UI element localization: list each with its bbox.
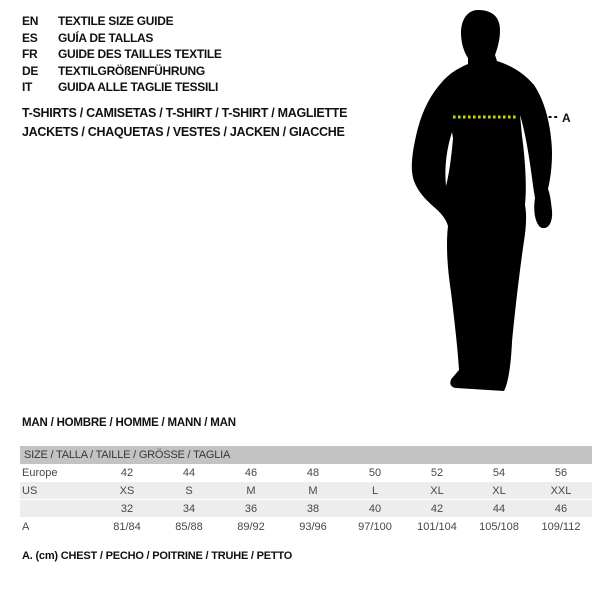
size-cell: XXL [550, 484, 572, 497]
row-label: US [22, 484, 38, 497]
size-cell: 97/100 [358, 521, 392, 533]
table-row [20, 518, 592, 536]
size-cell: 93/96 [299, 521, 327, 533]
size-cell: 44 [492, 502, 506, 515]
category-line: JACKETS / CHAQUETAS / VESTES / JACKEN / GIACCHE [22, 125, 345, 139]
size-cell: S [185, 484, 193, 497]
section-heading: MAN / HOMBRE / HOMME / MANN / MAN [22, 417, 236, 429]
size-cell: 54 [492, 467, 506, 479]
size-table-body [20, 464, 592, 536]
size-cell: M [308, 484, 318, 497]
size-table [20, 446, 592, 536]
size-cell: 40 [368, 502, 382, 515]
table-row [20, 482, 592, 500]
size-cell: 44 [182, 467, 196, 479]
size-cell: 36 [244, 502, 258, 515]
measurement-footnote: A. (cm) CHEST / PECHO / POITRINE / TRUHE / PETTO [22, 550, 293, 562]
size-cell: 42 [120, 467, 134, 479]
row-label: Europe [22, 467, 58, 479]
size-cell: 89/92 [237, 521, 265, 533]
language-code: IT [22, 80, 33, 95]
language-code: FR [22, 47, 38, 62]
language-label: TEXTILGRÖßENFÜHRUNG [58, 63, 205, 78]
language-code: EN [22, 14, 39, 29]
man-silhouette [412, 10, 552, 391]
size-cell: 105/108 [479, 521, 519, 533]
size-cell: 85/88 [175, 521, 203, 533]
size-cell: M [246, 484, 256, 497]
size-cell: 46 [244, 467, 258, 479]
size-cell: 32 [120, 502, 134, 515]
language-code: DE [22, 63, 39, 78]
size-cell: XL [430, 484, 444, 497]
table-row [20, 464, 592, 482]
language-code: ES [22, 30, 38, 45]
size-cell: 52 [430, 467, 444, 479]
size-cell: 48 [306, 467, 320, 479]
size-cell: 81/84 [113, 521, 141, 533]
size-table-header: SIZE / TALLA / TAILLE / GRÖSSE / TAGLIA [20, 446, 592, 464]
size-cell: 38 [306, 502, 320, 515]
language-label: GUIDA ALLE TAGLIE TESSILI [58, 80, 219, 95]
size-cell: 56 [554, 467, 568, 479]
row-label: A [22, 521, 30, 533]
language-label: TEXTILE SIZE GUIDE [58, 14, 174, 29]
size-cell: XL [492, 484, 506, 497]
measure-label-a: A [562, 111, 571, 125]
size-cell: L [371, 484, 379, 497]
size-cell: XS [119, 484, 135, 497]
language-label: GUÍA DE TALLAS [58, 30, 154, 45]
table-row [20, 500, 592, 518]
size-cell: 101/104 [417, 521, 457, 533]
size-cell: 50 [368, 467, 382, 479]
size-cell: 109/112 [541, 521, 581, 533]
language-label: GUIDE DES TAILLES TEXTILE [58, 47, 222, 62]
size-cell: 42 [430, 502, 444, 515]
category-line: T-SHIRTS / CAMISETAS / T-SHIRT / T-SHIRT / MAGLIETTE [22, 106, 348, 120]
size-cell: 34 [182, 502, 196, 515]
size-cell: 46 [554, 502, 568, 515]
